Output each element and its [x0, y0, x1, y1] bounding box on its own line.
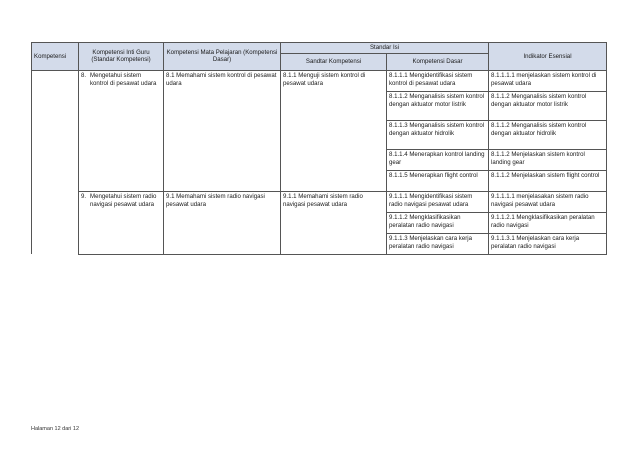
kig-cell [79, 70, 164, 191]
indikator-cell: 8.1.1.1.1 menjelaskan sistem kontrol di pesawat udara [489, 70, 607, 91]
table-header [32, 43, 607, 71]
indikator-cell: 9.1.1.2.1 Mengklasifikasikan peralatan radio navigasi [489, 212, 607, 233]
indikator-cell: 9.1.1.3.1 Menjelaskan cara kerja peralatan radio navigasi [489, 233, 607, 254]
kig-cell [79, 191, 164, 254]
kd-cell: 9.1.1.1 Mengidentifikasi sistem radio navigasi pesawat udara [387, 191, 489, 212]
sandtar-cell: 8.1.1 Menguji sistem kontrol di pesawat udara [281, 70, 387, 191]
kd-cell: 8.1.1.4 Menerapkan kontrol landing gear [387, 149, 489, 170]
indikator-cell: 8.1.1.2 Menganalisis sistem kontrol dengan aktuator hidrolik [489, 120, 607, 149]
header-kompetensi-mata-pelajaran: Kompetensi Mata Pelajaran (Kompetensi Dasar) [164, 43, 281, 71]
kd-cell: 9.1.1.3 Menjelaskan cara kerja peralatan radio navigasi [387, 233, 489, 254]
header-kompetensi-dasar: Kompetensi Dasar [387, 53, 489, 70]
sandtar-cell: 9.1.1 Memahami sistem radio navigasi pesawat udara [281, 191, 387, 254]
indikator-cell: 8.1.1.2 Menganalisis sistem kontrol dengan aktuator motor listrik [489, 91, 607, 120]
kd-cell: 8.1.1.5 Menerapkan flight control [387, 170, 489, 191]
header-standar-isi: Standar Isi [281, 43, 489, 54]
header-indikator-esensial: Indikator Esensial [489, 43, 607, 71]
kd-cell: 8.1.1.2 Menganalisis sistem kontrol dengan aktuator motor listrik [387, 91, 489, 120]
kig-text: Mengetahui sistem radio navigasi pesawat udara [90, 192, 157, 208]
item-number: 8. [81, 71, 87, 79]
indikator-cell: 9.1.1.1.1 menjelasakan sistem radio navigasi pesawat udara [489, 191, 607, 212]
header-sandtar-kompetensi: Sandtar Kompetensi [281, 53, 387, 70]
kompetensi-cell [32, 70, 79, 254]
header-kompetensi-inti-guru: Kompetensi Inti Guru (Standar Kompetensi) [79, 43, 164, 71]
item-number: 9. [81, 192, 87, 200]
header-kompetensi: Kompetensi [32, 43, 79, 71]
page-footer: Halaman 12 dari 12 [31, 426, 80, 432]
kmp-cell: 8.1 Memahami sistem kontrol di pesawat udara [164, 70, 281, 191]
indikator-cell: 8.1.1.2 Menjelaskan sistem kontrol landing gear [489, 149, 607, 170]
kd-cell: 8.1.1.3 Menganalisis sistem kontrol dengan aktuator hidrolik [387, 120, 489, 149]
kig-text: Mengetahui sistem kontrol di pesawat udara [90, 71, 157, 87]
kmp-cell: 9.1 Memahami sistem radio navigasi pesawat udara [164, 191, 281, 254]
table-body [32, 70, 607, 254]
kd-cell: 8.1.1.1 Mengidentifikasi sistem kontrol di pesawat udara [387, 70, 489, 91]
competency-table [31, 42, 607, 255]
kd-cell: 9.1.1.2 Mengklasifikasikan peralatan radio navigasi [387, 212, 489, 233]
table-row [32, 70, 607, 91]
indikator-cell: 8.1.1.2 Menjelaskan sistem flight control [489, 170, 607, 191]
table-row [32, 191, 607, 212]
